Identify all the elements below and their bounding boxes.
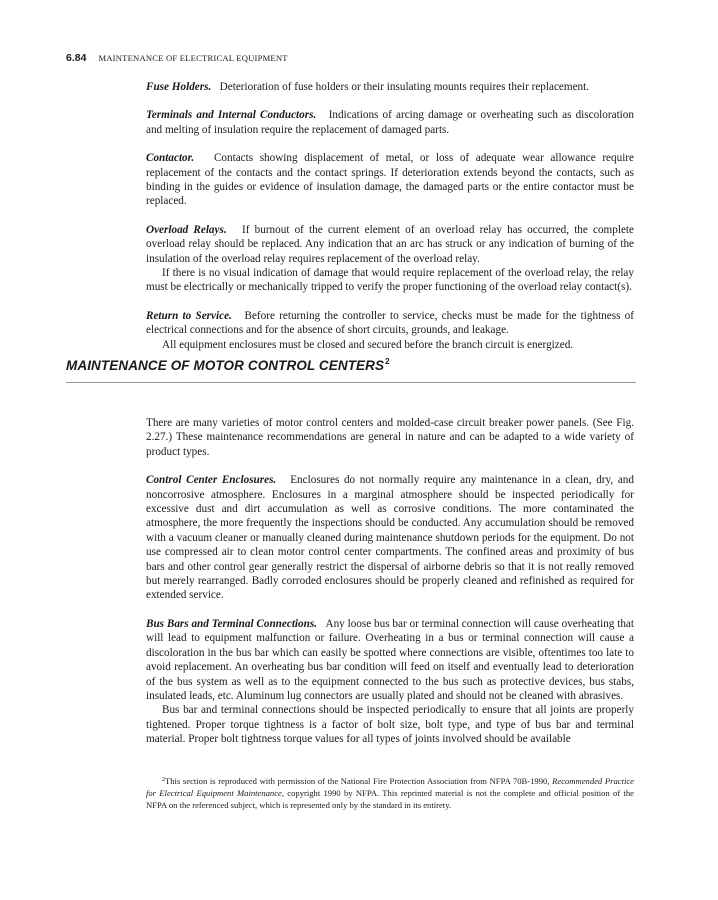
paragraph-text: Contacts showing displacement of metal, or loss of adequate wear allowance require replacement of the contacts and the contact springs. If deterioration extends beyond the contacts, such as binding in the guides or evidence of insulation damage, the damaged parts or the entire contactor must be replaced. [146,152,635,208]
paragraph-overload-relays-cont [146,266,634,295]
paragraph-text: Before returning the controller to service, checks must be made for the tightness of electrical connections and for the absence of short circuits, grounds, and leakage. [146,309,634,337]
section-heading [66,357,636,373]
paragraph-bus-bars [146,617,634,703]
paragraph-control-center-enclosures [146,473,634,603]
paragraph-return-to-service [146,309,634,338]
paragraph-fuse-holders [146,80,634,94]
paragraph-text: All equipment enclosures must be closed and secured before the branch circuit is energized. [162,338,574,351]
runin-heading: Terminals and Internal Conductors. [146,109,317,122]
paragraph-contactor [146,151,634,209]
footnote-reference: 2 [385,357,390,366]
footnote-text [146,774,634,811]
footnote-marker: 2 [162,777,165,783]
paragraph-text: Enclosures do not normally require any maintenance in a clean, dry, and noncorrosive atmosphere. Enclosures in a marginal atmosphere should be inspected periodically for excessive dust and dirt accumulation as well as corrosive conditions. The more contaminated the atmosphere, the more frequently the inspections should be conducted. Any accumulation should be removed with a vacuum cleaner or manually cleaned during maintenance shutdown periods for the equipment. Do not use compressed air to clean motor control center compartments. The confined areas and proximity of bus bars and other control gear generally restrict the dispersal of airborne debris so that it is not really removed but merely rearranged. Badly corroded enclosures should be properly cleaned and refinished as required for extended service. [146,474,634,602]
paragraph-terminals [146,108,634,137]
top-text-block [146,80,634,352]
section-heading-text: MAINTENANCE OF MOTOR CONTROL CENTERS [66,358,385,373]
paragraph-text: If burnout of the current element of an overload relay has occurred, the complete overload relay should be replaced. Any indication that an arc has struck or any indication of burning of the insulation of the overload relay requires replacement of the overload relay. [146,223,635,265]
paragraph-intro [146,416,634,459]
paragraph-text: If there is no visual indication of damage that would require replacement of the overload relay, the relay must be electrically or mechanically tripped to verify the proper functioning of the overload relay contact(s). [146,267,634,294]
runin-heading: Contactor. [146,152,195,165]
paragraph-text: Any loose bus bar or terminal connection will cause overheating that will lead to equipment malfunction or failure. Overheating in a bus or terminal connection will cause a discoloration in the bus bar which can easily be spotted where connections are visible, oftentimes too late to avoid replacement. An overheating bus bar condition will feed on itself and eventually lead to deterioration of the bus system as well as to the equipment connected to the bus such as protective devices, bus stabs, insulated leads, etc. Aluminum lug connectors are usually plated and should not be cleaned with abrasives. [146,617,635,702]
bottom-text-block [146,416,634,747]
paragraph-overload-relays [146,223,634,266]
footnote-text-after: , copyright 1990 by NFPA. This reprinted material is not the complete and official position of the NFPA on the referenced subject, which is represented only by the standard in its entirety. [146,788,634,810]
section-rule [66,382,636,383]
footnote [146,774,634,811]
page-number: 6.84 [66,52,87,64]
paragraph-text: Deterioration of fuse holders or their insulating mounts requires their replacement. [219,81,590,93]
footnote-text-before: This section is reproduced with permission of the National Fire Protection Association from NFPA 70B-1990, [165,776,553,786]
paragraph-bus-bars-cont [146,703,634,746]
paragraph-text: Indications of arcing damage or overheating such as discoloration and melting of insulation require the replacement of damaged parts. [146,109,634,136]
footnote-title: Recommended Practice for Electrical Equipment Maintenance [146,776,634,798]
runin-heading: Overload Relays. [146,223,227,236]
running-header [66,52,666,66]
running-title: MAINTENANCE OF ELECTRICAL EQUIPMENT [98,53,288,63]
runin-heading: Bus Bars and Terminal Connections. [146,617,317,630]
paragraph-text: There are many varieties of motor control centers and molded-case circuit breaker power panels. (See Fig. 2.27.) These maintenance recommendations are general in nature and can be adapted to a wide variety of product types. [146,417,634,458]
runin-heading: Fuse Holders. [146,81,212,93]
runin-heading: Return to Service. [146,309,232,322]
paragraph-text: Bus bar and terminal connections should be inspected periodically to ensure that all joints are properly tightened. Proper torque tightness is a factor of bolt size, bolt type, and type of bus bar and terminal material. Proper bolt tightness torque values for all types of joints involved should be available [146,704,634,746]
runin-heading: Control Center Enclosures. [146,474,277,487]
paragraph-return-to-service-cont [146,338,634,352]
